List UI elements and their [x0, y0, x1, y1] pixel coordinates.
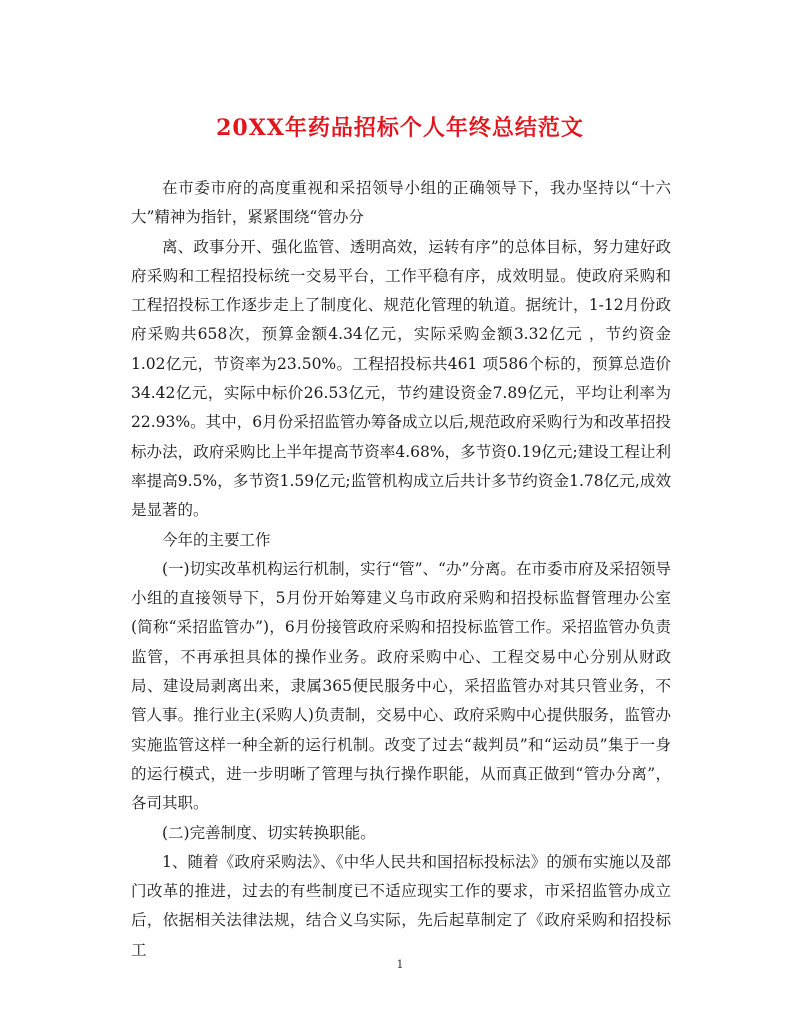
- page-number: 1: [396, 958, 404, 971]
- document-body: [131, 174, 671, 965]
- paragraph-main-work-heading: 今年的主要工作: [162, 530, 271, 549]
- paragraph-intro: 在市委市府的高度重视和采招领导小组的正确领导下，我办坚持以“十六大”精神为指针，紧紧围绕“管办分: [131, 179, 671, 227]
- paragraph-summary: 离、政事分开、强化监管、透明高效，运转有序”的总体目标，努力建好政府采购和工程招投标统一交易平台，工作平稳有序，成效明显。使政府采购和工程招投标工作逐步走上了制度化、规范化管理的轨道。据统计，1-12月份政府采购共658次，预算金额4.34亿元，实际采购金额3.32亿元 ，节约资金1.02亿元，节资率为23.50%。工程招投标共461 项586个标的，预算总造价34.42亿元，实际中标价26.53亿元，节约建设资金7.89亿元，平均让利率为22.93%。其中，6月份采招监管办筹备成立以后,规范政府采购行为和改革招投标办法，政府采购比上半年提高节资率4.68%，多节资0.19亿元;建设工程让利率提高9.5%，多节资1.59亿元;监管机构成立后共计多节约资金1.78亿元,成效是显著的。: [131, 237, 671, 520]
- paragraph-section-two-item-one: 1、随着《政府采购法》、《中华人民共和国招标投标法》的颁布实施以及部门改革的推进，过去的有些制度已不适应现实工作的要求，市采招监管办成立后，依据相关法律法规，结合义乌实际，先后起草制定了《政府采购和招投标工: [131, 852, 671, 959]
- document-title: 20XX年药品招标个人年终总结范文: [216, 115, 584, 141]
- paragraph-section-one: (一)切实改革机构运行机制，实行“管”、“办”分离。在市委市府及采招领导小组的直接领导下，5月份开始筹建义乌市政府采购和招投标监督管理办公室(简称“采招监管办”)，6月份接管政府采购和招投标监管工作。采招监管办负责监管，不再承担具体的操作业务。政府采购中心、工程交易中心分别从财政局、建设局剥离出来，隶属365便民服务中心，采招监管办对其只管业务，不管人事。推行业主(采购人)负责制，交易中心、政府采购中心提供服务，监管办实施监管这样一种全新的运行机制。改变了过去“裁判员”和“运动员”集于一身的运行模式，进一步明晰了管理与执行操作职能，从而真正做到“管办分离”，各司其职。: [131, 559, 671, 813]
- paragraph-section-two-heading: (二)完善制度、切实转换职能。: [162, 823, 376, 842]
